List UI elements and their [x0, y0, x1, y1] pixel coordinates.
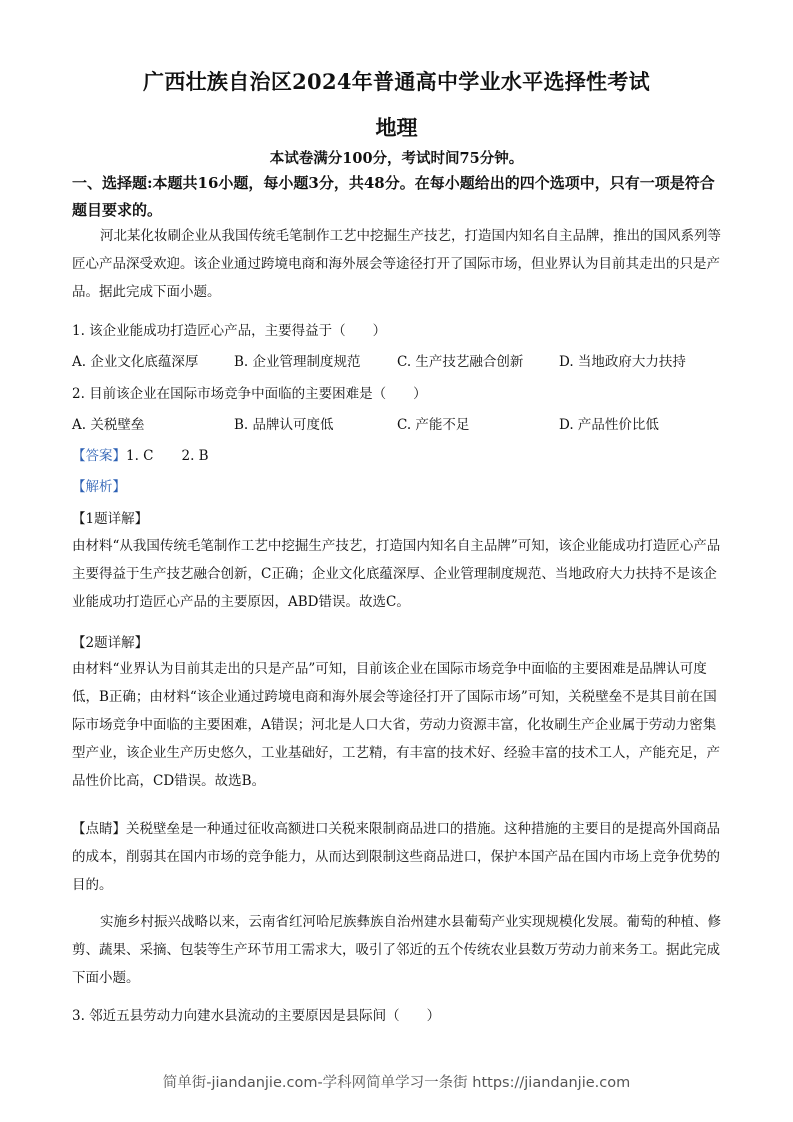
- material-1: 河北某化妆刷企业从我国传统毛笔制作工艺中挖掘生产技艺，打造国内知名自主品牌，推出的国风系列等匠心产品深受欢迎。该企业通过跨境电商和海外展会等途径打开了国际市场，但业界认为目前其走出的只是产品。据此完成下面小题。: [72, 228, 721, 300]
- answer-1: 1. C: [126, 448, 154, 464]
- page-footer: 简单街-jiandanjie.com-学科网简单学习一条街 https://jiandanjie.com: [162, 1075, 631, 1091]
- exam-title: 广西壮族自治区2024年普通高中学业水平选择性考试: [143, 69, 650, 94]
- material-2: 实施乡村振兴战略以来，云南省红河哈尼族彝族自治州建水县葡萄产业实现规模化发展。葡萄的种植、修剪、蔬果、采摘、包装等生产环节用工需求大，吸引了邻近的五个传统农业县数万劳动力前来务工。据此完成下面小题。: [72, 914, 721, 986]
- q2-option-c: C. 产能不足: [397, 417, 470, 433]
- q2-option-b: B. 品牌认可度低: [234, 417, 334, 433]
- question-3-stem: 3. 邻近五县劳动力向建水县流动的主要原因是县际间（ ）: [72, 1008, 441, 1024]
- detail-2-text: 由材料“业界认为目前其走出的只是产品”可知，目前该企业在国际市场竞争中面临的主要困难是品牌认可度低，B正确；由材料“该企业通过跨境电商和海外展会等途径打开了国际市场”可知，关税壁垒不是其目前在国际市场竞争中面临的主要困难，A错误；河北是人口大省，劳动力资源丰富，化妆刷生产企业属于劳动力密集型产业，该企业生产历史悠久，工业基础好，工艺精，有丰富的技术好、经验丰富的技术工人，产能充足，产品性价比高，CD错误。故选B。: [72, 661, 720, 789]
- tip-paragraph: [72, 815, 724, 899]
- section-heading: 一、选择题:本题共16小题，每小题3分，共48分。在每小题给出的四个选项中，只有一项是符合题目要求的。: [72, 174, 715, 219]
- q1-option-b: B. 企业管理制度规范: [234, 354, 361, 370]
- exam-note: 本试卷满分100分，考试时间75分钟。: [269, 150, 524, 167]
- q2-option-d: D. 产品性价比低: [559, 417, 659, 433]
- q1-option-c: C. 生产技艺融合创新: [397, 354, 524, 370]
- question-1-stem: 1. 该企业能成功打造匠心产品，主要得益于（ ）: [72, 323, 387, 339]
- detail-1-label: 【1题详解】: [72, 511, 149, 527]
- analysis-label: 【解析】: [72, 479, 126, 495]
- exam-subject: 地理: [375, 115, 418, 140]
- q1-option-d: D. 当地政府大力扶持: [559, 354, 686, 370]
- q2-option-a: A. 关税壁垒: [72, 417, 145, 433]
- answer-label: 【答案】: [72, 448, 126, 464]
- q1-option-a: A. 企业文化底蕴深厚: [72, 354, 199, 370]
- tip-label: 【点睛】: [72, 821, 126, 837]
- detail-1-text: 由材料“从我国传统毛笔制作工艺中挖掘生产技艺，打造国内知名自主品牌”可知，该企业能成功打造匠心产品主要得益于生产技艺融合创新，C正确；企业文化底蕴深厚、企业管理制度规范、当地政府大力扶持不是该企业能成功打造匠心产品的主要原因，ABD错误。故选C。: [72, 538, 721, 610]
- tip-text: 关税壁垒是一种通过征收高额进口关税来限制商品进口的措施。这种措施的主要目的是提高外国商品的成本，削弱其在国内市场的竞争能力，从而达到限制这些商品进口，保护本国产品在国内市场上竞争优势的目的。: [72, 821, 720, 893]
- answer-row: [72, 444, 724, 464]
- detail-2-label: 【2题详解】: [72, 635, 149, 651]
- answer-2: 2. B: [181, 448, 209, 464]
- question-2-stem: 2. 目前该企业在国际市场竞争中面临的主要困难是（ ）: [72, 386, 427, 402]
